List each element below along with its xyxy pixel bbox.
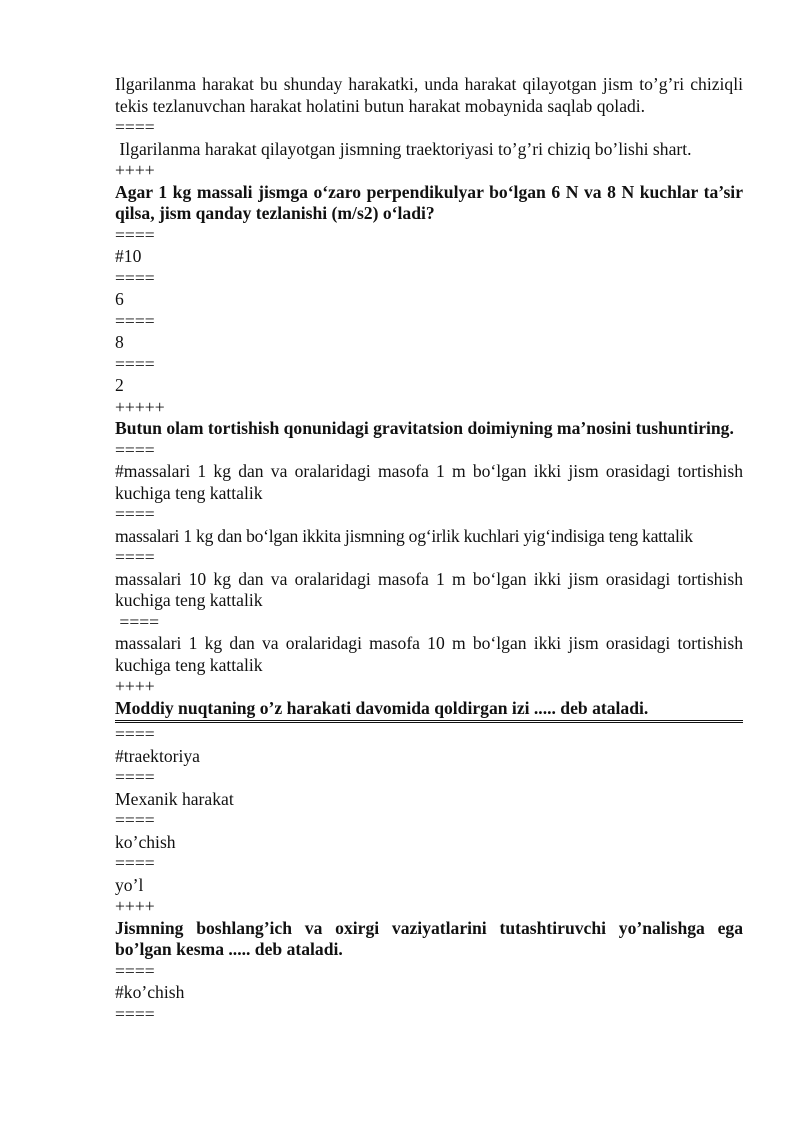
answer-option: yo’l <box>115 874 144 895</box>
question-text: Butun olam tortishish qonunidagi gravitatsion doimiyning ma’nosini tushuntiring. <box>115 418 734 438</box>
statement-text: Ilgarilanma harakat qilayotgan jismning traektoriyasi to’g’ri chiziq bo’lishi shart. <box>115 138 692 159</box>
question-text: Moddiy nuqtaning o’z harakati davomida qoldirgan izi ..... deb ataladi. <box>115 698 743 724</box>
separator: ==== <box>115 810 155 830</box>
answer-option: massalari 10 kg dan va oralaridagi masofa 1 m bo‘lgan ikki jism orasidagi tortishish kuchiga teng kattalik <box>115 568 748 610</box>
answer-option: #ko’chish <box>115 982 185 1002</box>
answer-option: #10 <box>115 246 142 266</box>
separator: ==== <box>115 117 155 137</box>
answer-option: 2 <box>115 375 124 395</box>
question-text: Jismning boshlang’ich va oxirgi vaziyatlarini tutashtiruvchi yo’nalishga ega bo’lgan kesma ..... deb ataladi. <box>115 917 748 959</box>
separator: ==== <box>115 1003 155 1024</box>
question-separator: ++++ <box>115 676 155 696</box>
answer-option: 8 <box>115 332 124 352</box>
answer-option: massalari 1 kg dan bo‘lgan ikkita jismning og‘irlik kuchlari yig‘indisiga teng kattalik <box>115 525 693 546</box>
separator: ==== <box>115 960 155 981</box>
answer-option: 6 <box>115 289 124 309</box>
question-text: Agar 1 kg massali jismga o‘zaro perpendikulyar bo‘lgan 6 N va 8 N kuchlar ta’sir qilsa, jism qanday tezlanishi (m/s2) o‘ladi? <box>115 181 748 223</box>
question-separator: ++++ <box>115 896 155 916</box>
answer-option: #traektoriya <box>115 745 200 766</box>
statement-text: Ilgarilanma harakat bu shunday harakatki, unda harakat qilayotgan jism to’g’ri chiziqli tekis tezlanuvchan harakat holatini butun harakat mobaynida saqlab qoladi. <box>115 74 748 116</box>
answer-option: ko’chish <box>115 831 176 852</box>
separator: ==== <box>115 724 155 744</box>
answer-option: massalari 1 kg dan va oralaridagi masofa 10 m bo‘lgan ikki jism orasidagi tortishish kuchiga teng kattalik <box>115 633 748 675</box>
question-separator: ++++ <box>115 160 155 180</box>
question-separator: +++++ <box>115 396 165 417</box>
separator: ==== <box>115 547 155 567</box>
separator: ==== <box>115 611 160 632</box>
answer-option: #massalari 1 kg dan va oralaridagi masofa 1 m bo‘lgan ikki jism orasidagi tortishish kuchiga teng kattalik <box>115 461 748 503</box>
separator: ==== <box>115 853 155 873</box>
separator: ==== <box>115 767 155 787</box>
separator: ==== <box>115 504 155 524</box>
answer-option: Mexanik harakat <box>115 788 234 809</box>
separator: ==== <box>115 267 155 288</box>
separator: ==== <box>115 310 155 331</box>
document-page <box>115 74 748 1025</box>
separator: ==== <box>115 353 155 374</box>
separator: ==== <box>115 439 155 460</box>
separator: ==== <box>115 224 155 245</box>
